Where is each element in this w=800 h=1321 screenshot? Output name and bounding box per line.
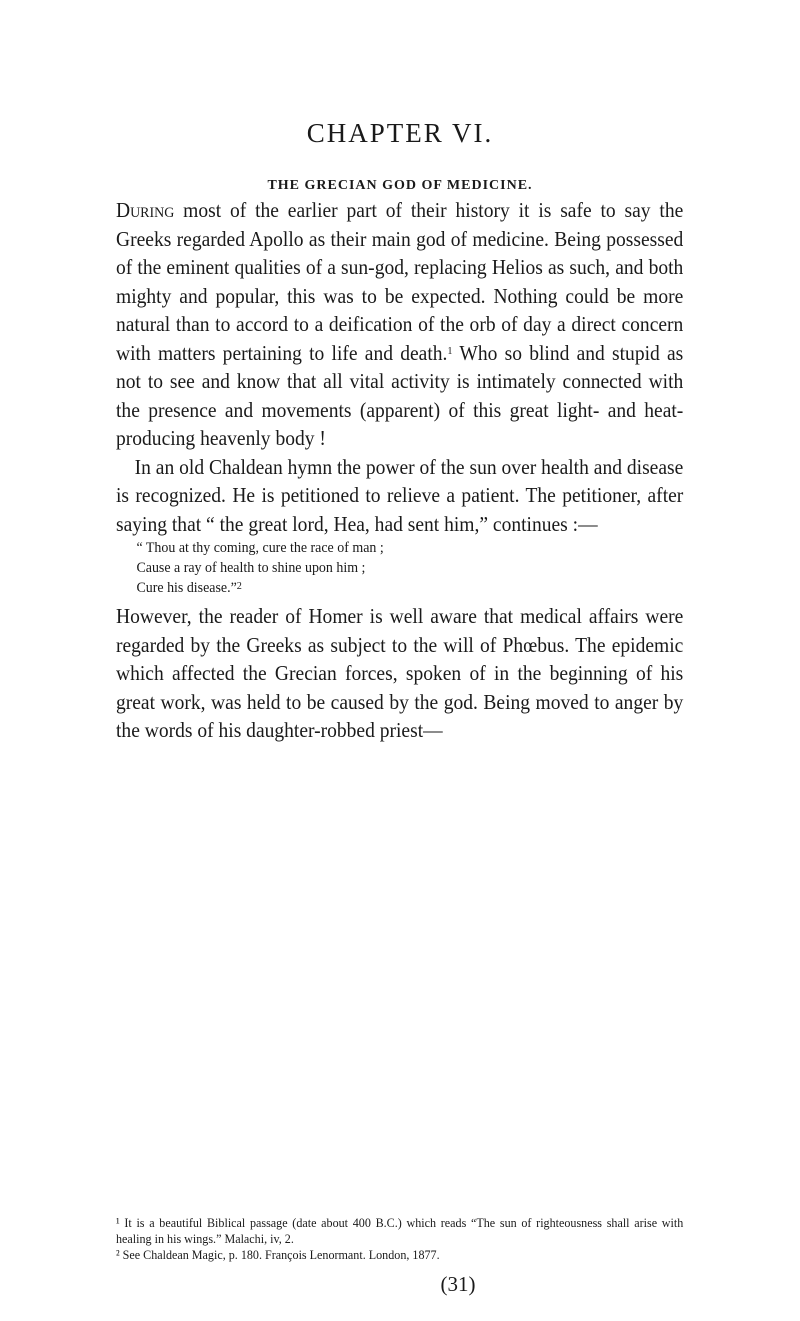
hymn-line-3: Cure his disease.” [136,580,237,596]
paragraph-2: In an old Chaldean hymn the power of the sun over health and disease is recognized. He is petitioned to relieve a patient. The petitioner, after saying that “ the great lord, Hea, had sent him,” continues :— [116,454,684,536]
paragraph-1-text: most of the earlier part of their history it is safe to say the Greeks regarded Apollo as their main god of medicine. Being possessed of the eminent qualities of a sun-god, replacing Helios as such, and both mighty and popular, this was to be expected. Nothing could be more natural than to accord to a deification of the orb of day a direct concern with matters pertaining to life and death. [116,198,684,365]
hymn-line-1: “ Thou at thy coming, cure the race of man ; [136,540,384,556]
paragraph-1 [116,196,683,453]
chapter-subtitle: THE GRECIAN GOD OF MEDICINE. [267,178,533,193]
hymn-quote [136,538,683,598]
hymn-line-2: Cause a ray of health to shine upon him ; [136,560,366,576]
paragraph-1-text-after: Who so blind and stupid as not to see and know that all vital activity is intimately connected with the presence and movements (apparent) of this great light- and heat- producing heavenly body ! [116,340,684,450]
footnotes [116,1215,683,1263]
footnote-1: ¹ It is a beautiful Biblical passage (date about 400 B.C.) which reads “The sun of righteousness shall arise with healing in his wings.” Malachi, iv, 2. [116,1215,684,1246]
footnote-2: ² See Chaldean Magic, p. 180. François Lenormant. London, 1877. [116,1247,440,1262]
footnote-ref-2: 2 [236,580,242,592]
hymn-line-3-wrap [136,578,683,598]
page-number: (31) [440,1272,476,1296]
paragraph-3: However, the reader of Homer is well aware that medical affairs were regarded by the Greeks as subject to the will of Phœbus. The epidemic which affected the Grecian forces, spoken of in the beginning of his great work, was held to be caused by the god. Being moved to anger by the words of his daughter-robbed priest— [116,604,684,742]
opening-word: During [116,198,175,222]
chapter-heading: CHAPTER VI. [306,118,494,148]
body-text [116,196,683,745]
footnote-ref-1: 1 [447,344,453,357]
